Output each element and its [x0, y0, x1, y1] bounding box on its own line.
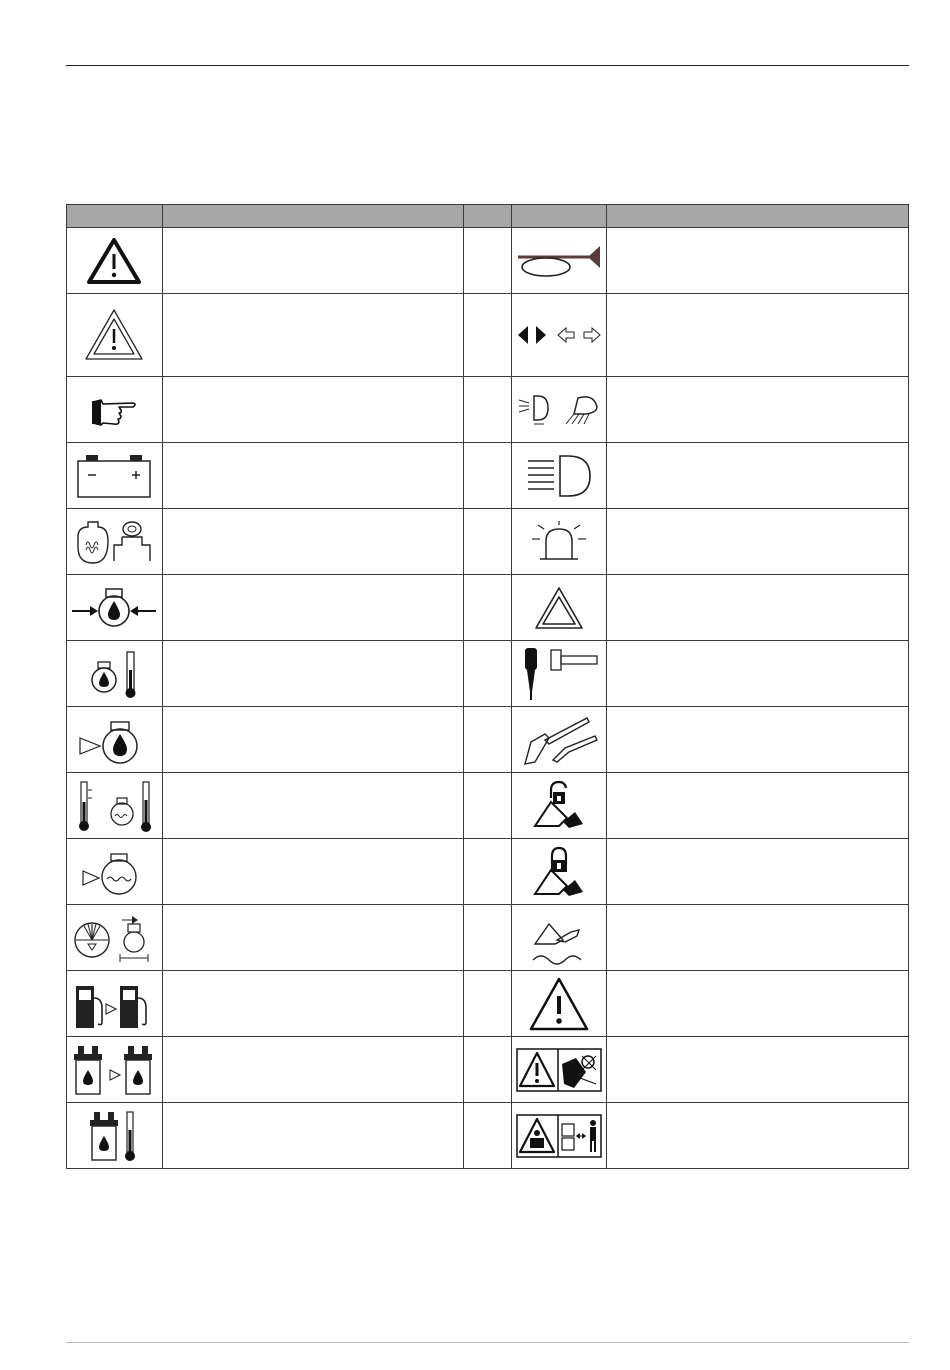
symbol-cell: [511, 228, 607, 294]
symbol-cell: [67, 641, 163, 707]
preheat-glow-plug-icon: [72, 517, 156, 567]
table-header-row: [67, 205, 909, 228]
symbol-description: [607, 707, 909, 773]
symbol-cell: [67, 839, 163, 905]
symbol-cell: [67, 377, 163, 443]
quick-coupler-unlocked-icon: [529, 778, 589, 834]
hydraulic-oil-level-icon: [70, 1042, 158, 1098]
symbol-description: [607, 294, 909, 377]
symbol-cell: [511, 294, 607, 377]
hammer-attachment-icon: [517, 646, 601, 702]
symbol-cell: [511, 773, 607, 839]
symbol-cell: [511, 839, 607, 905]
symbol-description: [607, 839, 909, 905]
symbol-description: [607, 509, 909, 575]
table-row: [67, 641, 909, 707]
engine-oil-temperature-icon: [84, 648, 144, 700]
table-row: [67, 294, 909, 377]
table-row: [67, 228, 909, 294]
symbol-description: [162, 377, 464, 443]
symbol-description: [607, 905, 909, 971]
symbol-cell: [67, 1103, 163, 1169]
rotating-beacon-icon: [524, 519, 594, 565]
symbol-description: [607, 575, 909, 641]
symbol-description: [607, 377, 909, 443]
table-row: [67, 509, 909, 575]
symbols-table: [66, 204, 909, 1169]
symbol-cell: [67, 228, 163, 294]
horn-icon: [516, 243, 602, 279]
table-row: [67, 707, 909, 773]
symbol-cell: [511, 707, 607, 773]
header-cell: [464, 205, 511, 228]
symbol-description: [162, 971, 464, 1037]
symbol-description: [162, 294, 464, 377]
table-row: [67, 839, 909, 905]
header-cell: [607, 205, 909, 228]
table-row: [67, 443, 909, 509]
symbol-cell: [67, 509, 163, 575]
symbol-cell: [67, 905, 163, 971]
symbol-description: [162, 228, 464, 294]
table-row: [67, 1037, 909, 1103]
coolant-temperature-icon: [72, 778, 156, 834]
coolant-level-icon: [79, 847, 149, 897]
symbol-cell: [67, 443, 163, 509]
symbol-cell: [511, 575, 607, 641]
symbol-cell: [511, 509, 607, 575]
symbol-cell: [511, 1103, 607, 1169]
symbol-description: [162, 1103, 464, 1169]
warning-triangle-icon: [84, 236, 144, 286]
table-row: [67, 905, 909, 971]
symbol-cell: [67, 294, 163, 377]
keep-distance-warning-icon: [516, 1114, 602, 1158]
symbol-cell: [67, 971, 163, 1037]
symbol-cell: [67, 773, 163, 839]
symbol-description: [162, 575, 464, 641]
symbol-description: [162, 707, 464, 773]
symbol-description: [162, 641, 464, 707]
general-warning-icon: [528, 976, 590, 1032]
air-filter-icon: [72, 910, 156, 966]
symbol-description: [162, 839, 464, 905]
bucket-float-icon: [529, 910, 589, 966]
symbol-cell: [511, 377, 607, 443]
working-lights-icon: [516, 390, 602, 430]
symbol-description: [607, 1103, 909, 1169]
symbol-cell: [67, 707, 163, 773]
symbol-description: [162, 443, 464, 509]
symbol-cell: [511, 905, 607, 971]
symbol-description: [607, 641, 909, 707]
symbol-cell: [67, 575, 163, 641]
table-row: [67, 377, 909, 443]
symbol-cell: [511, 971, 607, 1037]
high-beam-icon: [524, 453, 594, 499]
table-row: [67, 773, 909, 839]
fuel-level-icon: [70, 976, 158, 1032]
table-row: [67, 1103, 909, 1169]
pointing-hand-icon: [89, 392, 139, 428]
engine-oil-level-icon: [76, 714, 152, 766]
symbol-description: [607, 773, 909, 839]
symbol-cell: [511, 1037, 607, 1103]
hydraulic-oil-temperature-icon: [84, 1108, 144, 1164]
symbol-description: [607, 971, 909, 1037]
symbol-description: [162, 905, 464, 971]
boom-arm-icon: [517, 712, 601, 768]
header-cell: [162, 205, 464, 228]
hazard-warning-icon: [533, 585, 585, 631]
symbol-cell: [511, 641, 607, 707]
header-cell: [511, 205, 607, 228]
symbol-description: [607, 443, 909, 509]
header-cell: [67, 205, 163, 228]
header-rule: [66, 65, 909, 66]
symbol-cell: [67, 1037, 163, 1103]
table-row: [67, 575, 909, 641]
symbol-description: [162, 509, 464, 575]
table-row: [67, 971, 909, 1037]
crush-hazard-warning-icon: [516, 1048, 602, 1092]
engine-oil-pressure-icon: [70, 585, 158, 631]
symbol-description: [162, 773, 464, 839]
symbol-description: [162, 1037, 464, 1103]
warning-triangle-outline-icon: [83, 307, 145, 363]
battery-icon: [76, 453, 152, 499]
footer-rule: [66, 1342, 909, 1343]
symbol-description: [607, 1037, 909, 1103]
quick-coupler-locked-icon: [529, 844, 589, 900]
turn-signal-arrows-icon: [516, 323, 602, 347]
symbol-description: [607, 228, 909, 294]
symbol-cell: [511, 443, 607, 509]
